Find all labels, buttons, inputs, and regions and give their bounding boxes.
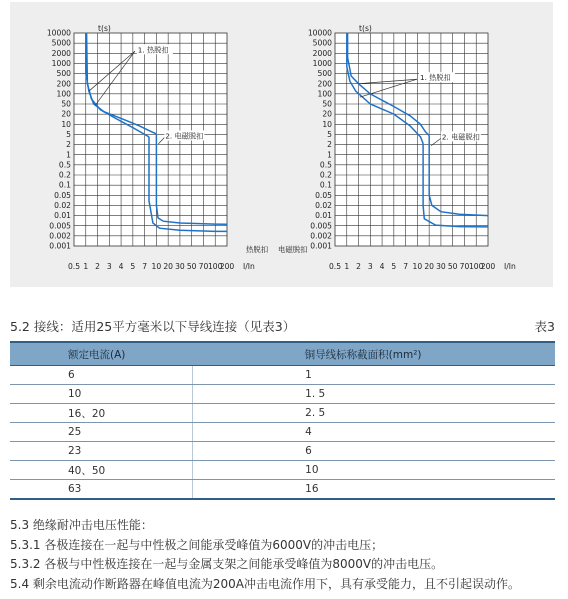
y-tick-label: 0.001 (310, 241, 332, 251)
y-tick-label: 0.001 (49, 241, 71, 251)
cross-section-cell: 1 (193, 366, 555, 385)
y-tick-label: 100 (56, 89, 71, 99)
x-tick-label: 0.5 (328, 262, 342, 271)
y-tick-label: 5000 (312, 38, 332, 48)
table-number-label: 表3 (534, 319, 555, 334)
x-tick-label: 5 (391, 262, 397, 271)
cross-section-cell: 6 (193, 442, 555, 461)
conductor-table-wrap (10, 341, 555, 500)
y-tick-label: 0.01 (315, 211, 332, 221)
x-tick-label: 100 (207, 262, 223, 271)
note-line: 5.3.2 各极与中性极连接在一起与金属支架之间能承受峰值为8000V的冲击电压。 (10, 557, 444, 571)
y-tick-label: 0.2 (58, 170, 71, 180)
series-2-callout-label: 2. 电磁脱扣 (165, 131, 204, 141)
y-tick-label: 100 (317, 89, 332, 99)
x-tick-label: 30 (436, 262, 446, 271)
y-tick-label: 0.002 (310, 231, 332, 241)
legend-label-magnetic: 电磁脱扣 (278, 245, 308, 254)
x-tick-label: 4 (379, 262, 385, 271)
x-tick-label: 10 (412, 262, 423, 271)
y-tick-label: 2 (66, 140, 71, 150)
trip-curve-panel (10, 2, 553, 287)
y-tick-label: 1 (327, 150, 332, 160)
x-axis-unit: I/In (504, 262, 516, 271)
x-tick-label: 50 (186, 262, 197, 271)
x-tick-label: 4 (118, 262, 124, 271)
header-rated-current: 额定电流(A) (10, 342, 193, 366)
y-tick-label: 1000 (312, 59, 332, 69)
rated-current-cell: 10 (10, 385, 193, 404)
x-tick-label: 5 (130, 262, 136, 271)
x-tick-label: 10 (151, 262, 162, 271)
y-tick-label: 0.5 (58, 160, 71, 170)
y-tick-label: 50 (61, 99, 71, 109)
table-row (10, 442, 555, 461)
header-cross-section: 铜导线标称截面积(mm²) (193, 342, 555, 366)
note-line: 5.3.1 各极连接在一起与中性极之间能承受峰值为6000V的冲击电压； (10, 537, 384, 552)
trip-curve-chart-1 (47, 24, 308, 271)
y-tick-label: 20 (322, 109, 332, 119)
y-tick-label: 50 (322, 99, 332, 109)
x-tick-label: 200 (219, 262, 235, 271)
rated-current-cell: 23 (10, 442, 193, 461)
x-tick-label: 100 (468, 262, 484, 271)
cross-section-cell: 2. 5 (193, 404, 555, 423)
y-tick-label: 1000 (51, 59, 71, 69)
notes-section (10, 516, 565, 594)
y-tick-label: 5000 (51, 38, 71, 48)
y-tick-label: 0.05 (54, 190, 71, 200)
note-line: 5.4 剩余电流动作断路器在峰值电流为200A冲击电流作用下，具有承受能力，且不引起误动作。 (10, 576, 521, 591)
section-5-2-title: 5.2 接线：适用25平方毫米以下导线连接（见表3） (10, 319, 296, 334)
y-tick-label: 500 (56, 69, 71, 79)
x-tick-label: 30 (175, 262, 185, 271)
x-tick-label: 3 (106, 262, 112, 271)
y-tick-label: 200 (56, 79, 71, 89)
trip-curve-chart-2 (308, 24, 516, 271)
rated-current-cell: 6 (10, 366, 193, 385)
y-tick-label: 0.002 (49, 231, 71, 241)
y-tick-label: 0.1 (58, 180, 71, 190)
y-tick-label: 0.01 (54, 211, 71, 221)
x-tick-label: 1 (83, 262, 89, 271)
series-1-callout-label: 1. 热脱扣 (420, 73, 451, 83)
x-tick-label: 20 (424, 262, 434, 271)
trip-curve-charts (10, 2, 553, 287)
table-row (10, 404, 555, 423)
legend-label-thermal: 热脱扣 (246, 245, 269, 254)
x-axis-unit: I/In (243, 262, 255, 271)
table-row (10, 366, 555, 385)
rated-current-cell: 63 (10, 480, 193, 500)
y-tick-label: 0.005 (310, 221, 332, 231)
y-tick-label: 2 (327, 140, 332, 150)
y-axis-unit: t(s) (98, 24, 111, 33)
section-5-2-heading (10, 317, 555, 335)
table-header-row (10, 342, 555, 366)
rated-current-cell: 40、50 (10, 461, 193, 480)
y-tick-label: 5 (327, 130, 332, 140)
x-tick-label: 20 (163, 262, 173, 271)
cross-section-cell: 10 (193, 461, 555, 480)
y-axis-unit: t(s) (359, 24, 372, 33)
x-tick-label: 7 (142, 262, 148, 271)
y-tick-label: 0.005 (49, 221, 71, 231)
y-tick-label: 0.1 (319, 180, 332, 190)
y-tick-label: 2000 (51, 48, 71, 58)
y-tick-label: 0.02 (54, 201, 71, 211)
x-tick-label: 3 (367, 262, 373, 271)
cross-section-cell: 4 (193, 423, 555, 442)
cross-section-cell: 1. 5 (193, 385, 555, 404)
y-tick-label: 0.05 (315, 190, 332, 200)
x-tick-label: 70 (459, 262, 470, 271)
table-row (10, 385, 555, 404)
y-tick-label: 200 (317, 79, 332, 89)
cross-section-cell: 16 (193, 480, 555, 500)
y-tick-label: 2000 (312, 48, 332, 58)
note-line: 5.3 绝缘耐冲击电压性能： (10, 518, 153, 532)
x-tick-label: 200 (480, 262, 496, 271)
table-row (10, 423, 555, 442)
x-tick-label: 70 (198, 262, 209, 271)
x-tick-label: 2 (356, 262, 361, 271)
y-tick-label: 10000 (46, 28, 71, 38)
y-tick-label: 0.02 (315, 201, 332, 211)
y-tick-label: 1 (66, 150, 71, 160)
y-tick-label: 0.2 (319, 170, 332, 180)
y-tick-label: 10000 (307, 28, 332, 38)
x-tick-label: 0.5 (67, 262, 81, 271)
x-tick-label: 2 (95, 262, 100, 271)
rated-current-cell: 25 (10, 423, 193, 442)
y-tick-label: 20 (61, 109, 71, 119)
y-tick-label: 500 (317, 69, 332, 79)
rated-current-cell: 16、20 (10, 404, 193, 423)
x-tick-label: 50 (447, 262, 458, 271)
x-tick-label: 1 (344, 262, 350, 271)
conductor-size-table (10, 341, 555, 500)
y-tick-label: 10 (322, 119, 332, 129)
y-tick-label: 5 (66, 130, 71, 140)
table-row (10, 480, 555, 500)
series-2-callout-label: 2. 电磁脱扣 (441, 132, 480, 142)
y-tick-label: 10 (61, 119, 71, 129)
y-tick-label: 0.5 (319, 160, 332, 170)
table-row (10, 461, 555, 480)
x-tick-label: 7 (403, 262, 409, 271)
series-1-callout-label: 1. 热脱扣 (137, 45, 169, 55)
